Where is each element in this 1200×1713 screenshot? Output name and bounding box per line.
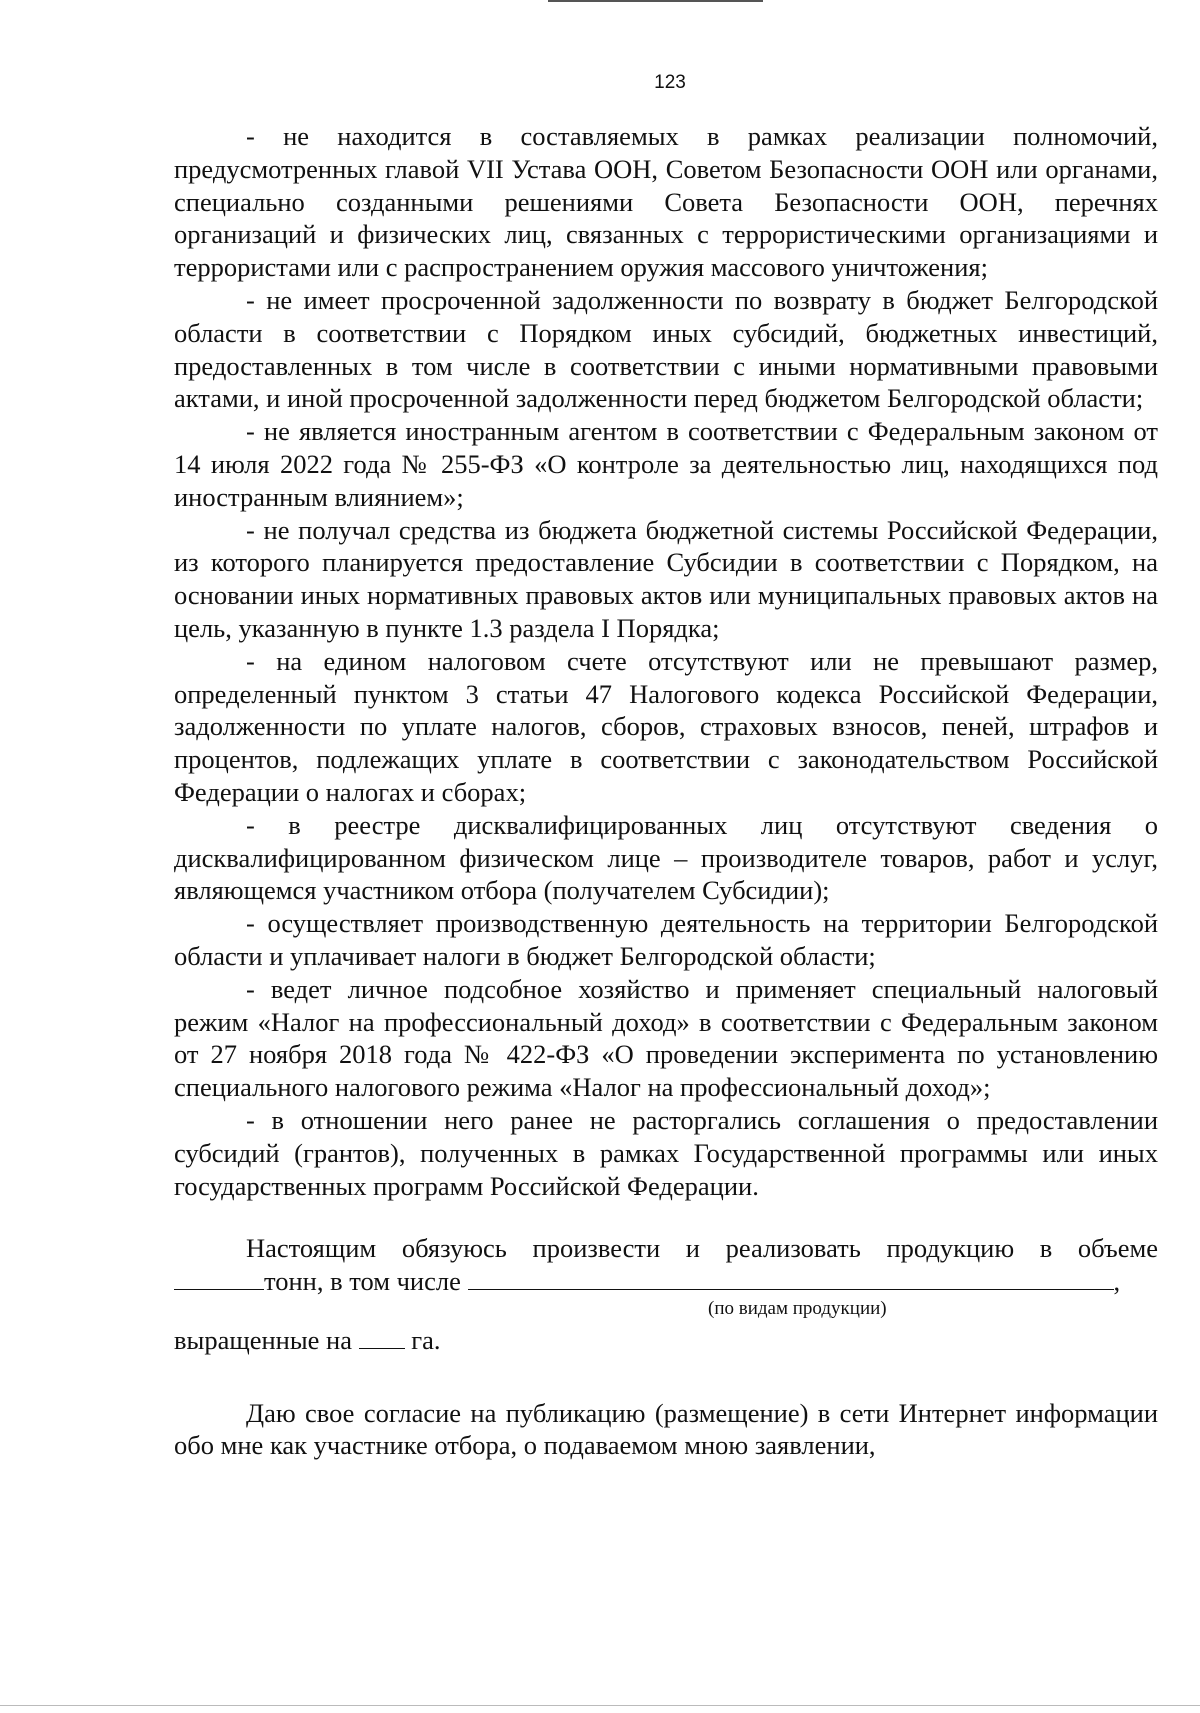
condition-paragraph-5: - на едином налоговом счете отсутствуют или не превышают размер, определенный пунктом 3 статьи 47 Налогового кодекса Российской Федерации, задолженности по уплате налогов, сборов, страховых взносов, пеней, штрафов и процентов, подлежащих уплате в соответствии с законодательством Российской Федерации о налогах и сборах; bbox=[174, 645, 1158, 807]
page-number: 123 bbox=[654, 72, 686, 93]
obligation-intro: Настоящим обязуюсь произвести и реализовать продукцию в объеме bbox=[246, 1233, 1158, 1264]
hectares-label: га. bbox=[411, 1324, 441, 1355]
tons-blank[interactable] bbox=[174, 1265, 264, 1290]
grown-label: выращенные на bbox=[174, 1324, 352, 1355]
grown-area-line bbox=[174, 1324, 1158, 1357]
hectares-blank[interactable] bbox=[359, 1324, 405, 1349]
end-comma: , bbox=[1113, 1266, 1121, 1297]
obligation-volume-line bbox=[174, 1265, 1158, 1298]
condition-paragraph-8: - ведет личное подсобное хозяйство и применяет специальный налоговый режим «Налог на профессиональный доход» в соответствии с Федеральным законом от 27 ноября 2018 года № 422-ФЗ «О проведении эксперимента по установлению специального налогового режима «Налог на профессиональный доход»; bbox=[174, 973, 1158, 1103]
condition-paragraph-3: - не является иностранным агентом в соответствии с Федеральным законом от 14 июля 2022 года № 255-ФЗ «О контроле за деятельностью лиц, находящихся под иностранным влиянием»; bbox=[174, 416, 1158, 512]
top-rule bbox=[548, 0, 763, 2]
product-types-caption: (по видам продукции) bbox=[708, 1297, 887, 1319]
condition-paragraph-6: - в реестре дисквалифицированных лиц отсутствуют сведения о дисквалифицированном физическом лице – производителе товаров, работ и услуг, являющемся участником отбора (получателем Субсидии); bbox=[174, 809, 1158, 906]
condition-paragraph-9: - в отношении него ранее не расторгались соглашения о предоставлении субсидий (грантов), полученных в рамках Государственной программы или иных государственных программ Российской Федерации. bbox=[174, 1104, 1158, 1201]
spacer bbox=[174, 1357, 1158, 1397]
product-types-blank[interactable] bbox=[468, 1265, 1114, 1290]
consent-paragraph: Даю свое согласие на публикацию (размещение) в сети Интернет информации обо мне как участнике отбора, о подаваемом мною заявлении, bbox=[174, 1397, 1158, 1461]
condition-paragraph-2: - не имеет просроченной задолженности по возврату в бюджет Белгородской области в соответствии с Порядком иных субсидий, бюджетных инвестиций, предоставленных в том числе в соответствии с иными нормативными правовыми актами, и иной просроченной задолженности перед бюджетом Белгородской области; bbox=[174, 284, 1158, 414]
tons-label: тонн, в том числе bbox=[264, 1266, 461, 1297]
condition-paragraph-7: - осуществляет производственную деятельность на территории Белгородской области и уплачивает налоги в бюджет Белгородской области; bbox=[174, 908, 1158, 971]
document-body bbox=[174, 120, 1158, 1462]
spacer bbox=[174, 1202, 1158, 1232]
condition-paragraph-1: - не находится в составляемых в рамках реализации полномочий, предусмотренных главой VII Устава ООН, Советом Безопасности ООН или органами, специально созданными решениями Совета Безопасности ООН, перечнях организаций и физических лиц, связанных с террористическими организациями и террористами или с распространением оружия массового уничтожения; bbox=[174, 121, 1158, 283]
bottom-rule bbox=[0, 1705, 1200, 1706]
condition-paragraph-4: - не получал средства из бюджета бюджетной системы Российской Федерации, из которого планируется предоставление Субсидии в соответствии с Порядком, на основании иных нормативных правовых актов или муниципальных правовых актов на цель, указанную в пункте 1.3 раздела I Порядка; bbox=[174, 514, 1158, 643]
product-types-caption-row bbox=[174, 1298, 1158, 1324]
